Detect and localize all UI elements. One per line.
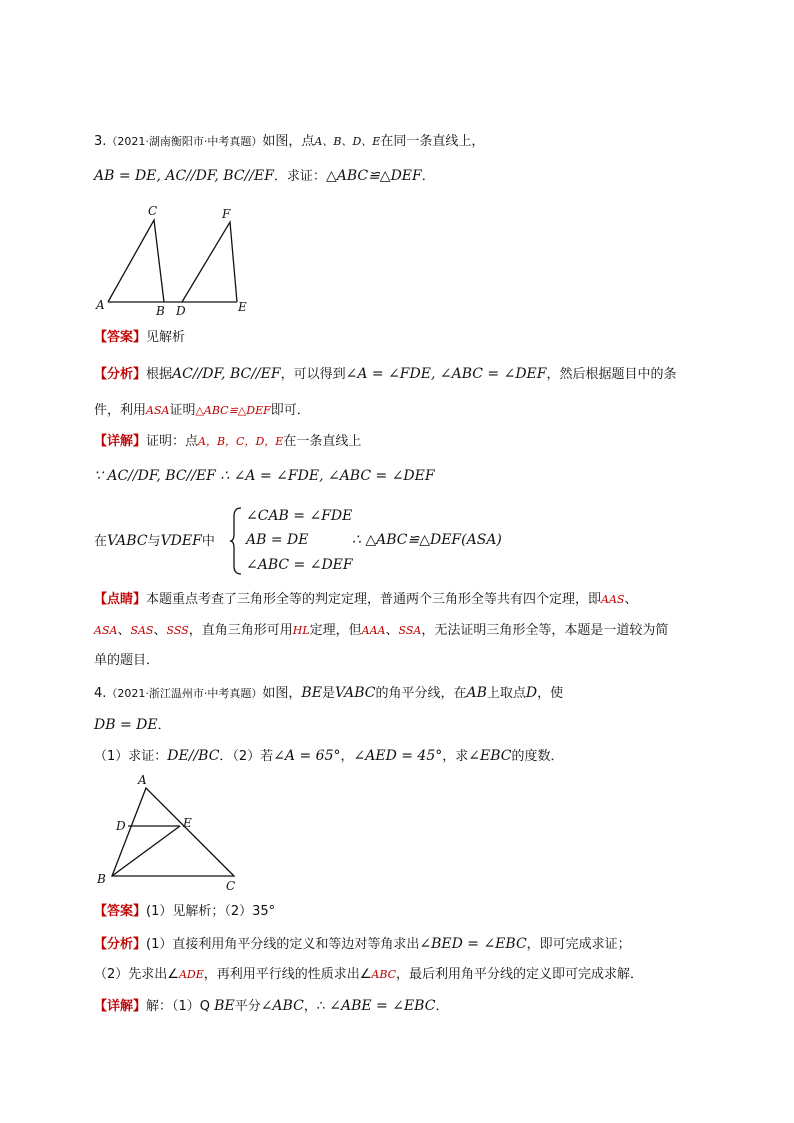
q4-figure: [94, 770, 254, 895]
q3-in-a: 在: [94, 534, 108, 549]
q3-sys-1: ∠CAB = ∠FDE: [246, 508, 353, 524]
q3-detail-line1: [94, 433, 361, 451]
q4-parts-line: [94, 747, 564, 766]
q3-comment-aas: AAS: [601, 593, 625, 606]
q4-answer: (1）见解析；（2）35°: [146, 904, 276, 919]
q3-prove-label: ．求证：: [273, 169, 326, 184]
q4-label-e: E: [183, 816, 192, 830]
q3-label-e: E: [238, 300, 247, 314]
q4-stem-a: 如图，: [262, 686, 302, 701]
q3-sys-2: AB = DE: [246, 532, 309, 548]
q4-stem-c: 的角平分线，在: [375, 686, 467, 701]
q3-analysis-1b: ，可以得到: [280, 367, 346, 382]
q3-stem-line: [94, 133, 484, 151]
q3-analysis-1a: 根据: [146, 367, 173, 382]
q3-comment-2c: ，无法证明三角形全等，本题是一道较为简: [421, 623, 669, 638]
q3-analysis-asa: ASA: [146, 404, 170, 417]
q4-period: ．: [157, 718, 171, 733]
q3-detail-2: ∵ AC//DF, BC//EF ∴ ∠A = ∠FDE, ∠ABC = ∠DEF: [94, 468, 435, 484]
q3-sys-3: ∠ABC = ∠DEF: [246, 557, 353, 573]
q4-analysis-2b: ，再利用平行线的性质求出∠: [203, 967, 372, 982]
q4-stem-e: ，使: [537, 686, 564, 701]
q4-analysis-line1: [94, 935, 631, 954]
q4-angle-aed: ∠AED = 45°: [353, 748, 443, 764]
q3-answer: 见解析: [146, 330, 186, 345]
q3-prove: △ABC≌△DEF: [325, 168, 422, 184]
q4-detail-abc: ∠ABC: [260, 998, 304, 1014]
q4-analysis-math: ∠BED = ∠EBC: [419, 936, 527, 952]
q4-detail-line: [94, 997, 448, 1016]
q3-analysis-2a: 件，利用: [94, 403, 147, 418]
q3-analysis-2b: 证明: [169, 403, 196, 418]
q3-comment-asa: ASA: [94, 624, 118, 637]
q3-detail-1a: 证明：点: [146, 434, 199, 449]
q3-comment-line3: [94, 652, 159, 670]
q4-answer-label: 【答案】: [94, 904, 147, 919]
q3-answer-line: [94, 329, 185, 347]
q3-comment-line1: [94, 591, 637, 609]
q3-comment-sep1: 、: [117, 623, 131, 638]
q3-analysis-math1: AC//DF, BC//EF: [172, 366, 281, 382]
q3-label-d: D: [176, 304, 186, 318]
q4-source: （2021·浙江温州市·中考真题）: [106, 687, 263, 700]
q3-analysis-line1: [94, 365, 677, 384]
q4-analysis-2a: （2）先求出∠: [94, 967, 179, 982]
q3-detail-label: 【详解】: [94, 434, 147, 449]
q3-comment-line2: [94, 622, 668, 640]
q4-stem-d: 上取点: [486, 686, 526, 701]
q3-system-brace: [229, 506, 243, 576]
q3-analysis-1c: ，然后根据题目中的条: [546, 367, 677, 382]
q4-q-symbol: Q: [199, 999, 211, 1014]
q4-number: 4.: [94, 686, 107, 701]
q3-label-a: A: [96, 298, 105, 312]
q4-label-a: A: [138, 773, 147, 787]
q3-label-c: C: [148, 204, 158, 218]
q4-angle-a: ∠A = 65°: [273, 748, 341, 764]
q3-comment-sep2: 、: [153, 623, 167, 638]
q3-points: A、B、D、E: [314, 135, 381, 148]
q3-given-line: [94, 167, 435, 186]
q4-analysis-ade: ADE: [178, 968, 204, 981]
q4-analysis-1a: (1）直接利用角平分线的定义和等边对等角求出: [146, 937, 420, 952]
q3-analysis-congr: △ABC≌△DEF: [195, 404, 271, 417]
q3-analysis-line2: [94, 402, 310, 420]
q3-triangle-abc: [108, 220, 164, 302]
q4-answer-line: [94, 903, 275, 921]
q4-stem-line: [94, 684, 563, 703]
q4-label-b: B: [97, 872, 106, 886]
q3-answer-label: 【答案】: [94, 330, 147, 345]
q4-part1b: ．（2）若: [219, 749, 274, 764]
q3-comment-label: 【点睛】: [94, 592, 147, 607]
q3-detail-line2: [94, 467, 435, 486]
q4-db-de: DB = DE: [94, 717, 158, 733]
q3-detail-1b: 在一条直线上: [283, 434, 362, 449]
q3-comment-sas: SAS: [130, 624, 154, 637]
q4-therefore: ∴: [316, 999, 326, 1014]
q4-label-c: C: [226, 879, 236, 893]
q3-figure: [94, 200, 264, 320]
q3-detail-pts: A，B，C，D，E: [198, 435, 284, 448]
q3-stem: 如图，点: [262, 134, 315, 149]
q4-part2a: ，求: [442, 749, 469, 764]
q3-tri1: VABC: [107, 533, 148, 549]
q4-ab: AB: [466, 685, 487, 701]
q3-comment-sep3: 、: [385, 623, 399, 638]
q4-detail-label: 【详解】: [94, 999, 147, 1014]
q3-stem-tail: 在同一条直线上，: [380, 134, 485, 149]
q4-analysis-abc: ABC: [371, 968, 397, 981]
q3-comment-2b: 定理，但: [309, 623, 362, 638]
q4-analysis-2c: ，最后利用角平分线的定义即可完成求解．: [396, 967, 644, 982]
q4-analysis-1b: ，即可完成求证；: [526, 937, 631, 952]
q3-period: ．: [421, 169, 435, 184]
q4-part1a: （1）求证：: [94, 749, 168, 764]
q3-in-c: 中: [201, 534, 215, 549]
q3-comment-ssa: SSA: [398, 624, 422, 637]
q4-angle-ebc: ∠EBC: [468, 748, 512, 764]
q3-comment-hl: HL: [292, 624, 310, 637]
q4-stem-b: 是: [321, 686, 335, 701]
q3-triangle-def: [182, 222, 237, 302]
q3-label-f: F: [222, 207, 231, 221]
q3-comment-aaa: AAA: [361, 624, 386, 637]
q3-number: 3.: [94, 134, 107, 149]
q3-analysis-2c: 即可．: [270, 403, 310, 418]
q3-comment-2a: ，直角三角形可用: [188, 623, 293, 638]
q3-tri2: VDEF: [160, 533, 202, 549]
q3-given: AB = DE, AC//DF, BC//EF: [94, 168, 274, 184]
q4-detail-eq: ∠ABE = ∠EBC: [329, 998, 436, 1014]
q3-label-b: B: [156, 304, 165, 318]
q4-analysis-label: 【分析】: [94, 937, 147, 952]
q4-label-d: D: [116, 819, 126, 833]
q4-be: BE: [301, 685, 322, 701]
q4-tri: VABC: [334, 685, 376, 701]
q3-source: （2021·湖南衡阳市·中考真题）: [106, 135, 263, 148]
q4-analysis-line2: [94, 966, 643, 984]
q3-conclusion: ∴ △ABC≌△DEF(ASA): [352, 532, 502, 548]
q4-de-bc: DE//BC: [167, 748, 220, 764]
q4-db-line: [94, 716, 171, 735]
q3-analysis-label: 【分析】: [94, 367, 147, 382]
q3-comment-3: 单的题目．: [94, 653, 160, 668]
q4-detail-b: 平分: [234, 999, 261, 1014]
q4-part2b: 的度数．: [511, 749, 564, 764]
q4-detail-d: ．: [435, 999, 449, 1014]
q4-detail-be: BE: [214, 998, 235, 1014]
q3-in-label-line: [94, 532, 215, 551]
q4-comma: ，: [340, 749, 354, 764]
q3-comment-1a: 本题重点考查了三角形全等的判定定理，普通两个三角形全等共有四个定理，即: [146, 592, 602, 607]
q4-detail-c: ，: [303, 999, 317, 1014]
q3-comment-sep0: 、: [624, 592, 638, 607]
q3-comment-sss: SSS: [166, 624, 189, 637]
q3-in-b: 与: [147, 534, 161, 549]
q4-d: D: [525, 685, 538, 701]
q4-detail-a: 解：（1）: [146, 999, 200, 1014]
q3-analysis-math2: ∠A = ∠FDE, ∠ABC = ∠DEF: [345, 366, 547, 382]
